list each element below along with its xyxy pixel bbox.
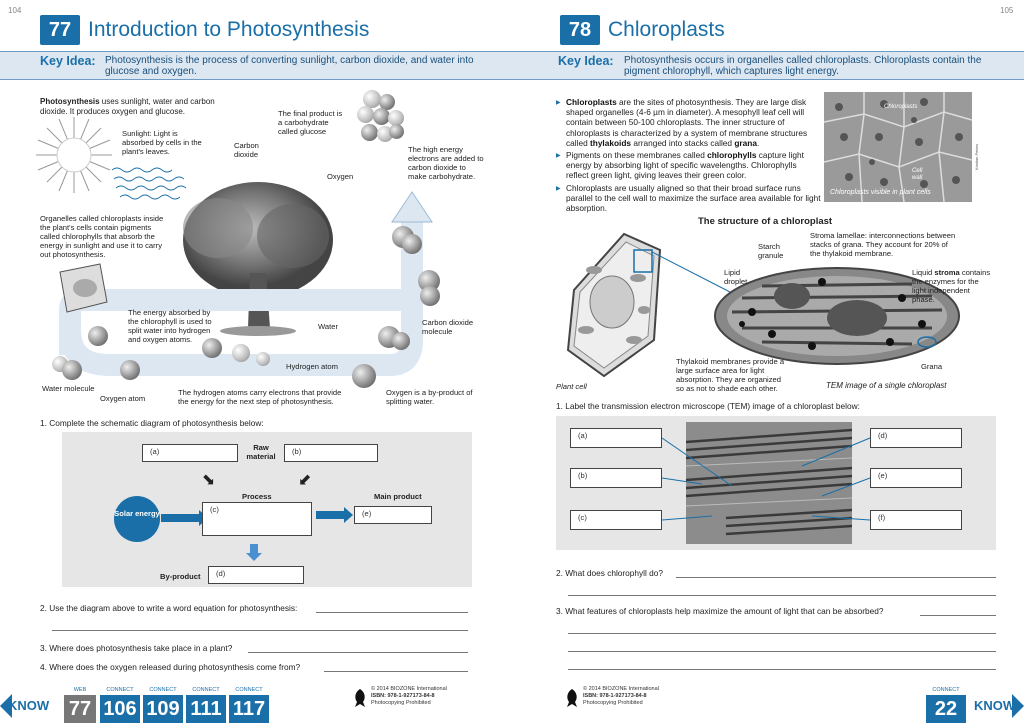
- label-main-product: Main product: [374, 492, 422, 501]
- connect-label: CONNECT: [106, 687, 134, 693]
- label-lipid-droplet: Lipid droplet: [724, 268, 748, 286]
- label-final-product: The final product is a carbohydrate called glucose: [278, 109, 343, 136]
- connect-label: CONNECT: [235, 687, 263, 693]
- arrow-right-icon: [161, 514, 203, 522]
- key-idea-label: Key Idea:: [558, 54, 614, 68]
- label-liquid-stroma: Liquid stroma contains the enzymes for the light independent phase.: [912, 268, 991, 304]
- molecule: [352, 364, 376, 388]
- label-starch-granule: Starch granule: [758, 242, 784, 260]
- molecule: [232, 344, 250, 362]
- connect-label: CONNECT: [192, 687, 220, 693]
- molecule: [402, 234, 422, 254]
- molecule: [392, 332, 410, 350]
- answer-line[interactable]: [248, 652, 468, 653]
- bullet-alignment: ▶ Chloroplasts are usually aligned so that their broad surface runs parallel to the cell wall to maximize the surface area available for light absorption.: [556, 183, 821, 214]
- key-idea-text: Photosynthesis is the process of converting sunlight, carbon dioxide, and water into glucose and oxygen.: [105, 55, 474, 77]
- right-page: [512, 0, 1024, 724]
- molecule: [88, 326, 108, 346]
- copyright: © 2014 BIOZONE International: [583, 686, 659, 692]
- label-grana: Grana: [921, 362, 943, 371]
- intro-rest: uses sunlight, water and carbon dioxide. It produces oxygen and glucose.: [40, 97, 215, 116]
- label-hydrogen-atom: Hydrogen atom: [286, 362, 338, 371]
- web-badge[interactable]: 77: [64, 695, 96, 723]
- molecule: [420, 286, 440, 306]
- answer-line[interactable]: [568, 595, 996, 596]
- arrow-head: [246, 553, 262, 561]
- photo-label-chloroplasts: Chloroplasts: [884, 104, 918, 110]
- key-idea-banner: [0, 51, 512, 80]
- answer-box-d[interactable]: (d): [870, 428, 962, 448]
- answer-box-f[interactable]: (f): [870, 510, 962, 530]
- label-raw-material: Raw material: [246, 443, 276, 461]
- label-by-product: By-product: [160, 572, 201, 581]
- answer-box-e[interactable]: (e): [354, 506, 432, 524]
- arrow-head: [344, 507, 353, 523]
- answer-box-c[interactable]: (c): [202, 502, 312, 536]
- answer-box-e[interactable]: (e): [870, 468, 962, 488]
- label-stroma-lamellae: Stroma lamellae: interconnections between stacks of grana. They account for 20% of the thylakoid membrane.: [810, 231, 956, 258]
- label-organelles: Organelles called chloroplasts inside the plant's cells contain pigments called chlorophylls that absorb the energy in sunlight and use it to carry out photosynthesis.: [40, 214, 164, 259]
- answer-box-c[interactable]: (c): [570, 510, 662, 530]
- connect-badge[interactable]: 111: [186, 695, 226, 723]
- glucose-molecule: [355, 88, 407, 150]
- answer-box-a[interactable]: (a): [142, 444, 238, 462]
- photocopying-prohibited: Photocopying Prohibited: [371, 700, 431, 706]
- page-number: 105: [1000, 6, 1014, 15]
- question-4: 4. Where does the oxygen released during photosynthesis come from?: [40, 662, 301, 672]
- corner-arrow-icon: [1012, 694, 1024, 718]
- connect-badge[interactable]: 117: [229, 695, 269, 723]
- biozone-logo-icon: [352, 688, 368, 708]
- molecule: [202, 338, 222, 358]
- molecule: [120, 360, 140, 380]
- sun-icon: [34, 115, 114, 195]
- answer-line[interactable]: [568, 669, 996, 670]
- label-water: Water: [318, 322, 338, 331]
- copyright: © 2014 BIOZONE International: [371, 686, 447, 692]
- tem-panel: [556, 416, 996, 550]
- label-thylakoid: Thylakoid membranes provide a large surface area for light absorption. They are organized so as not to shade each other.: [676, 357, 785, 393]
- label-co2-molecule: Carbon dioxide molecule: [422, 318, 474, 336]
- plant-cell-icon: [55, 262, 110, 314]
- label-high-energy: The high energy electrons are added to carbon dioxide to make carbohydrate.: [408, 145, 484, 181]
- bullet-chloroplasts: ▶ Chloroplasts are the sites of photosynthesis. They are large disk shaped organelles (4-6 µm in diameter). A mesophyll leaf cell will contain between 50-100 chloroplasts. The inner structure of chloroplasts is characterized by a system of membrane structures called thylakoids arranged into stacks called grana.: [556, 97, 808, 148]
- isbn: ISBN: 978-1-927173-84-8: [371, 693, 435, 699]
- solar-energy-circle: Solar energy: [114, 496, 160, 542]
- photo-caption: Chloroplasts visible in plant cells: [830, 189, 931, 196]
- label-carbon-dioxide: Carbon dioxide: [234, 141, 259, 159]
- plant-cell-icon: [564, 230, 664, 380]
- web-label: WEB: [73, 687, 87, 693]
- molecule: [62, 360, 82, 380]
- question-1: 1. Label the transmission electron microscope (TEM) image of a chloroplast below:: [556, 401, 860, 411]
- schematic-panel: [62, 432, 472, 587]
- structure-title: The structure of a chloroplast: [698, 216, 833, 227]
- connect-label: CONNECT: [149, 687, 177, 693]
- label-oxygen: Oxygen: [327, 172, 354, 181]
- answer-line[interactable]: [324, 671, 468, 672]
- key-idea-banner: [512, 51, 1024, 80]
- label-oxygen-atom: Oxygen atom: [100, 394, 146, 403]
- intro-bold: Photosynthesis: [40, 97, 100, 106]
- pointer-lines: [662, 436, 872, 536]
- label-process: Process: [242, 492, 272, 501]
- label-plant-cell: Plant cell: [556, 382, 587, 391]
- answer-box-d[interactable]: (d): [208, 566, 304, 584]
- connect-badge[interactable]: 106: [100, 695, 140, 723]
- page-title: Chloroplasts: [608, 18, 725, 41]
- answer-box-a[interactable]: (a): [570, 428, 662, 448]
- question-3: 3. What features of chloroplasts help maximize the amount of light that can be absorbed?: [556, 606, 884, 616]
- arrow-right-icon: [316, 511, 346, 519]
- arrow-down-left-icon: ➡: [293, 468, 316, 491]
- answer-line[interactable]: [52, 630, 468, 631]
- know-label: KNOW: [974, 698, 1016, 713]
- molecule: [256, 352, 270, 366]
- question-2: 2. What does chlorophyll do?: [556, 568, 664, 578]
- photocopying-prohibited: Photocopying Prohibited: [583, 700, 643, 706]
- key-idea-label: Key Idea:: [40, 54, 96, 68]
- answer-line[interactable]: [568, 633, 996, 634]
- isbn: ISBN: 978-1-927173-84-8: [583, 693, 647, 699]
- activity-number: 78: [560, 15, 600, 45]
- intro-text: [40, 97, 230, 117]
- biozone-logo-icon: [564, 688, 580, 708]
- label-oxygen-byproduct: Oxygen is a by-product of splitting water.: [386, 388, 473, 406]
- chloroplast-photo: [824, 92, 972, 202]
- tem-caption: TEM image of a single chloroplast: [826, 381, 947, 390]
- answer-line[interactable]: [316, 612, 468, 613]
- page-number: 104: [8, 6, 22, 15]
- answer-box-b[interactable]: (b): [570, 468, 662, 488]
- photo-credit: Kristian Peters: [974, 143, 979, 170]
- question-2: 2. Use the diagram above to write a word equation for photosynthesis:: [40, 603, 298, 613]
- label-water-molecule: Water molecule: [42, 384, 95, 393]
- label-hydrogen-carry: The hydrogen atoms carry electrons that provide the energy for the next step of photosynthesis.: [178, 388, 342, 406]
- key-idea-text: Photosynthesis occurs in organelles called chloroplasts. Chloroplasts contain the pigment chlorophyll, which captures light energy.: [624, 55, 982, 77]
- answer-box-b[interactable]: (b): [284, 444, 378, 462]
- know-label: KNOW: [8, 698, 50, 713]
- connect-badge[interactable]: 22: [926, 695, 966, 723]
- connect-badge[interactable]: 109: [143, 695, 183, 723]
- answer-line[interactable]: [568, 651, 996, 652]
- label-sunlight: Sunlight: Light is absorbed by cells in the plant's leaves.: [122, 129, 202, 156]
- photo-label-cell-wall: Cell wall: [912, 168, 923, 181]
- question-3: 3. Where does photosynthesis take place in a plant?: [40, 643, 233, 653]
- page-title: Introduction to Photosynthesis: [88, 18, 370, 41]
- arrow-down-right-icon: ➡: [197, 469, 220, 492]
- answer-line[interactable]: [920, 615, 996, 616]
- bullet-pigments: ▶ Pigments on these membranes called chlorophylls capture light energy by absorbing light of specific wavelengths. Chlorophylls reflect green light, giving leaves their green color.: [556, 150, 804, 181]
- activity-number: 77: [40, 15, 80, 45]
- question-1: 1. Complete the schematic diagram of photosynthesis below:: [40, 418, 264, 428]
- label-energy-absorbed: The energy absorbed by the chlorophyll is used to split water into hydrogen and oxygen atoms.: [128, 308, 212, 344]
- connect-label: CONNECT: [932, 687, 960, 693]
- answer-line[interactable]: [676, 577, 996, 578]
